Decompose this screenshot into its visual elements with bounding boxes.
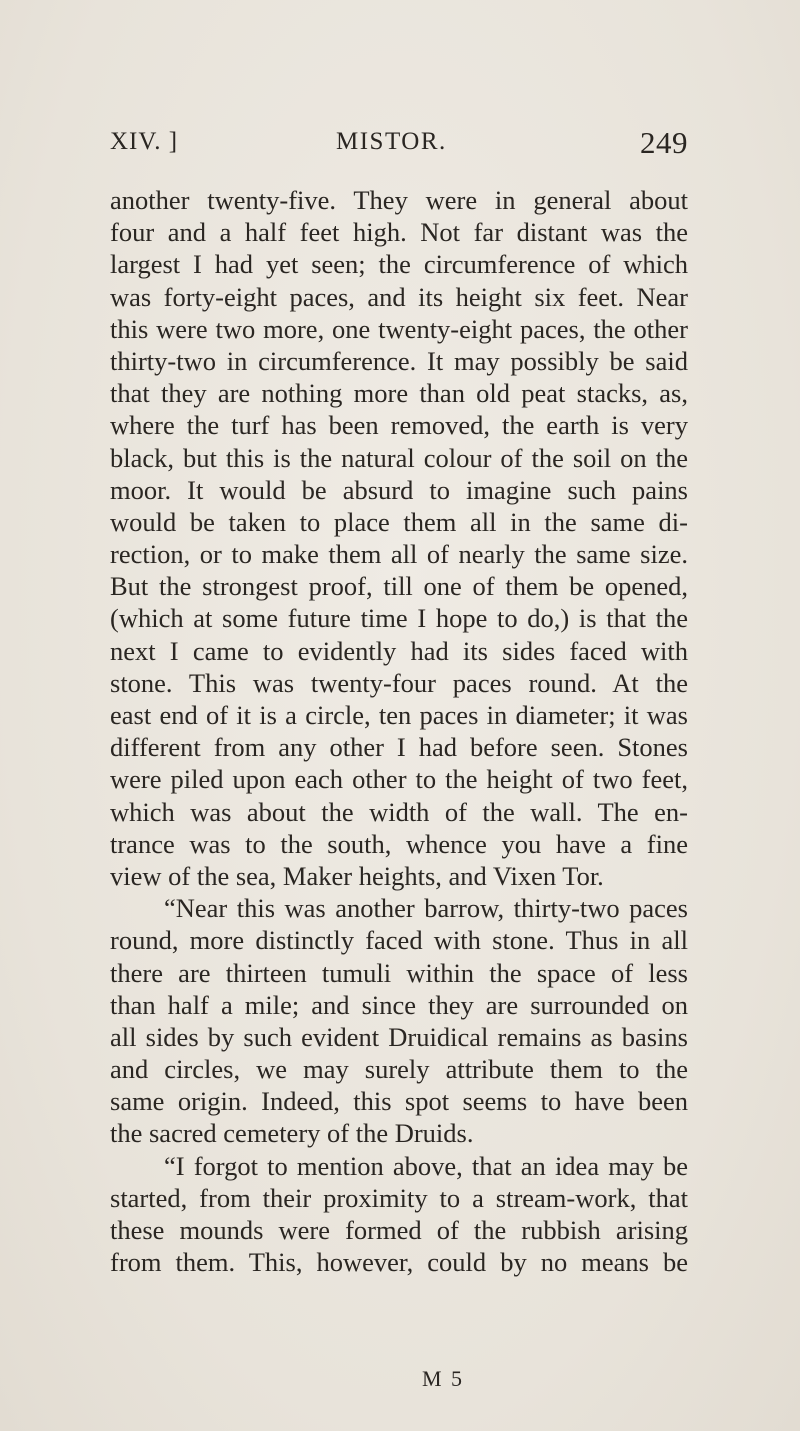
text-line: trance was to the south, whence you have a fine xyxy=(110,828,688,859)
signature-mark: M 5 xyxy=(422,1366,465,1391)
text-line: view of the sea, Maker heights, and Vixen Tor. xyxy=(110,860,604,891)
text-line: “I forgot to mention above, that an idea may be xyxy=(164,1150,688,1181)
text-line: next I came to evidently had its sides faced with xyxy=(110,635,688,666)
chapter-number: XIV. ] xyxy=(110,128,179,155)
text-line: “Near this was another barrow, thirty-two paces xyxy=(164,893,688,924)
text-line: started, from their proximity to a stream-work, that xyxy=(110,1182,688,1213)
paragraph-3 xyxy=(110,1150,688,1279)
text-line: black, but this is the natural colour of the soil on the xyxy=(110,442,688,473)
text-line: four and a half feet high. Not far distant was the xyxy=(110,217,688,248)
text-line: stone. This was twenty-four paces round. At the xyxy=(110,667,688,698)
text-line: But the strongest proof, till one of them be opened, xyxy=(110,571,688,602)
paragraph-2 xyxy=(110,892,688,1150)
text-line: same origin. Indeed, this spot seems to have been xyxy=(110,1086,688,1117)
text-line: from them. This, however, could by no means be xyxy=(110,1247,688,1278)
text-line: (which at some future time I hope to do,) is that the xyxy=(110,603,688,634)
text-line: this were two more, one twenty-eight paces, the other xyxy=(110,313,688,344)
body-text xyxy=(110,184,688,1278)
text-line: east end of it is a circle, ten paces in diameter; it was xyxy=(110,700,688,730)
text-line: thirty-two in circumference. It may possibly be said xyxy=(110,345,688,376)
text-line: where the turf has been removed, the earth is very xyxy=(110,410,688,441)
page-header xyxy=(110,125,688,168)
text-line: all sides by such evident Druidical remains as basins xyxy=(110,1021,688,1052)
text-line: different from any other I had before seen. Stones xyxy=(110,732,688,763)
text-line: another twenty-five. They were in general about xyxy=(110,185,688,215)
text-line: than half a mile; and since they are surrounded on xyxy=(110,989,688,1020)
text-line: the sacred cemetery of the Druids. xyxy=(110,1118,474,1149)
text-line: which was about the width of the wall. The en- xyxy=(110,796,688,827)
text-line: these mounds were formed of the rubbish arising xyxy=(110,1215,688,1245)
text-line: moor. It would be absurd to imagine such pains xyxy=(110,474,688,505)
text-line: round, more distinctly faced with stone. Thus in all xyxy=(110,925,688,956)
text-line: that they are nothing more than old peat stacks, as, xyxy=(110,378,688,409)
text-line: largest I had yet seen; the circumference of which xyxy=(110,249,688,280)
text-line: rection, or to make them all of nearly the same size. xyxy=(110,539,688,570)
page-number: 249 xyxy=(640,125,688,160)
text-line: there are thirteen tumuli within the space of less xyxy=(110,957,688,988)
text-line: was forty-eight paces, and its height six feet. Near xyxy=(110,281,688,312)
text-line: and circles, we may surely attribute them to the xyxy=(110,1054,688,1085)
text-line: would be taken to place them all in the same di- xyxy=(110,506,688,537)
text-line: were piled upon each other to the height of two feet, xyxy=(110,764,688,795)
running-title: MISTOR. xyxy=(336,128,447,155)
paragraph-1 xyxy=(110,184,688,892)
